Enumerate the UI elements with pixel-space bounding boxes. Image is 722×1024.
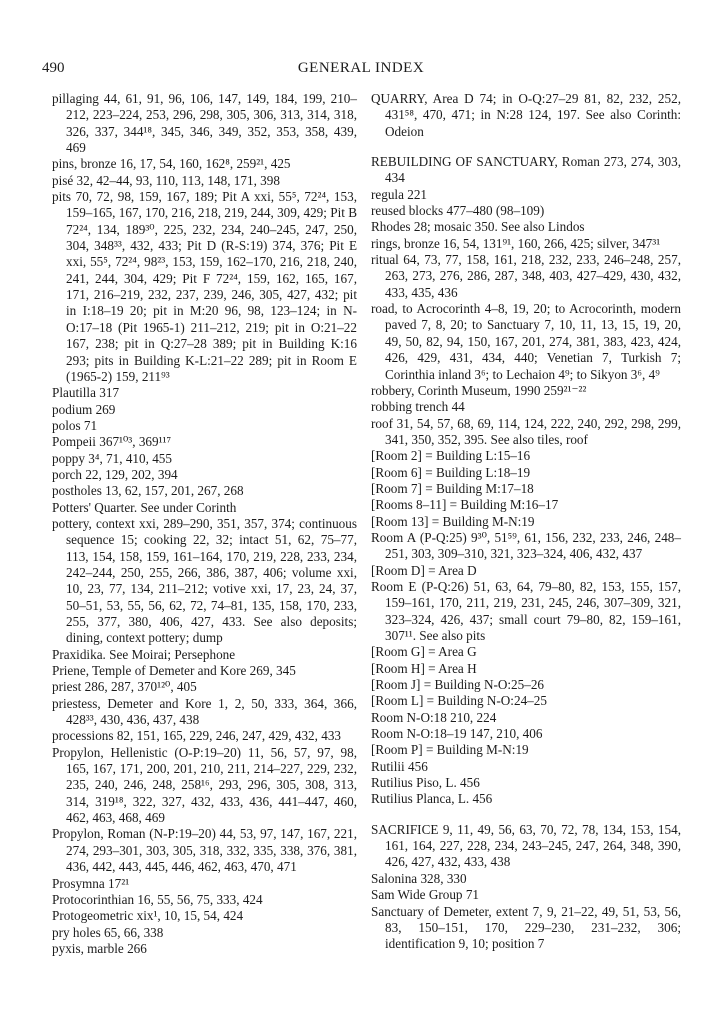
index-entry: priest 286, 287, 370¹²⁰, 405 [52,679,197,695]
index-entry: robbery, Corinth Museum, 1990 259²¹⁻²² [371,382,587,398]
section-gap [371,140,681,154]
index-entry: Room N-O:18–19 147, 210, 406 [371,726,543,742]
index-entry: QUARRY, Area D 74; in O-Q:27–29 81, 82, 232, 252, 431⁵⁸, 470, 471; in N:28 124, 197. See also Corinth: Odeion [371,91,681,139]
index-entry: [Room 6] = Building L:18–19 [371,464,531,480]
index-entry: Protocorinthian 16, 55, 56, 75, 333, 424 [52,891,263,907]
section-gap [371,808,681,822]
index-entry: Rutilius Piso, L. 456 [371,775,480,791]
index-entry: Protogeometric xix¹, 10, 15, 54, 424 [52,908,244,924]
index-entry: [Room 2] = Building L:15–16 [371,448,531,464]
index-entry: roof 31, 54, 57, 68, 69, 114, 124, 222, 240, 292, 298, 299, 341, 350, 352, 395. See also tiles, roof [371,415,681,447]
index-entry: Priene, Temple of Demeter and Kore 269, 345 [52,663,296,679]
index-entry: [Room 13] = Building M-N:19 [371,513,535,529]
index-entry: [Room G] = Area G [371,644,477,660]
index-entry: [Room P] = Building M-N:19 [371,742,529,758]
index-entry: pyxis, marble 266 [52,940,147,956]
index-entry: Sam Wide Group 71 [371,887,480,903]
index-entry: Rutilius Planca, L. 456 [371,791,493,807]
index-entry: pry holes 65, 66, 338 [52,924,164,940]
index-entry: polos 71 [52,417,98,433]
index-entry: [Room L] = Building N-O:24–25 [371,693,547,709]
index-entry: [Room D] = Area D [371,562,477,578]
index-entry: reused blocks 477–480 (98–109) [371,203,545,219]
index-entry: SACRIFICE 9, 11, 49, 56, 63, 70, 72, 78, 134, 153, 154, 161, 164, 227, 228, 234, 243–245, 247, 264, 348, 390, 426, 427, 432, 433, 438 [371,821,681,870]
index-entry: priestess, Demeter and Kore 1, 2, 50, 333, 364, 366, 428³³, 430, 436, 437, 438 [52,695,357,728]
index-entry: [Room J] = Building N-O:25–26 [371,677,545,693]
index-entry: REBUILDING OF SANCTUARY, Roman 273, 274, 303, 434 [371,154,681,186]
page-number: 490 [42,60,65,76]
index-entry: Room E (P-Q:26) 51, 63, 64, 79–80, 82, 153, 155, 157, 159–161, 170, 211, 219, 231, 245, 246, 307–309, 321, 323–324, 426, 437; small court 79–80, 82, 159–161, 307¹¹. See also pits [371,578,681,643]
index-entry: pottery, context xxi, 289–290, 351, 357, 374; continuous sequence 15; cooking 22, 32; intact 51, 62, 75–77, 113, 154, 158, 159, 161–164, 170, 219, 228, 233, 234, 242–244, 250, 255, 266, 386, 387, 406; volume xxi, 10, 23, 77, 134, 211–212; votive xxi, 17, 23, 24, 37, 50–51, 53, 55, 56, 62, 72, 74–81, 135, 158, 170, 233, 255, 377, 380, 406, 427, 433. See also deposits; dining, context pottery; dump [52,515,357,646]
index-entry: Praxidika. See Moirai; Persephone [52,646,236,662]
index-entry: Plautilla 317 [52,385,120,401]
index-entry: road, to Acrocorinth 4–8, 19, 20; to Acrocorinth, modern paved 7, 8, 20; to Sanctuary 7, 10, 11, 13, 15, 19, 20, 49, 50, 82, 94, 150, 167, 201, 274, 381, 383, 423, 424, 426, 429, 431, 434, 440; Venetian 7, Turkish 7; Corinthia inland 3⁶; to Lechaion 4⁹; to Sikyon 3⁶, 4⁹ [371,301,681,382]
index-entry: robbing trench 44 [371,399,465,415]
index-entry: processions 82, 151, 165, 229, 246, 247, 429, 432, 433 [52,728,342,744]
index-entry: porch 22, 129, 202, 394 [52,466,178,482]
index-entry: regula 221 [371,186,428,202]
index-entry: Pompeii 367¹⁰³, 369¹¹⁷ [52,434,172,450]
index-entry: Rhodes 28; mosaic 350. See also Lindos [371,219,585,235]
index-entry: podium 269 [52,401,116,417]
index-entry: poppy 3⁴, 71, 410, 455 [52,450,172,466]
running-head: GENERAL INDEX [297,60,425,76]
index-entry: postholes 13, 62, 157, 201, 267, 268 [52,483,244,499]
index-entry: pillaging 44, 61, 91, 96, 106, 147, 149, 184, 199, 210–212, 223–224, 253, 296, 298, 305, 306, 313, 314, 318, 326, 337, 344¹⁸, 345, 346, 349, 352, 353, 358, 439, 469 [52,91,357,156]
index-entry: Prosymna 17²¹ [52,875,130,891]
index-entry: Sanctuary of Demeter, extent 7, 9, 21–22, 49, 51, 53, 56, 83, 150–151, 170, 229–230, 231–232, 306; identification 9, 10; position 7 [371,903,681,952]
index-entry: Propylon, Roman (N-P:19–20) 44, 53, 97, 147, 167, 221, 274, 293–301, 303, 305, 318, 332, 335, 338, 376, 381, 436, 442, 443, 445, 446, 462, 463, 470, 471 [52,826,357,875]
index-entry: Potters' Quarter. See under Corinth [52,499,237,515]
index-entry: rings, bronze 16, 54, 131⁹¹, 160, 266, 425; silver, 347³¹ [371,235,661,251]
index-entry: [Rooms 8–11] = Building M:16–17 [371,497,559,513]
index-entry: Salonina 328, 330 [371,870,467,886]
index-entry: ritual 64, 73, 77, 158, 161, 218, 232, 233, 246–248, 257, 263, 273, 276, 286, 287, 348, 403, 427–429, 430, 432, 433, 435, 436 [371,252,681,300]
index-column-left [52,91,357,957]
index-entry: pisé 32, 42–44, 93, 110, 113, 148, 171, 398 [52,172,280,188]
index-entry: [Room H] = Area H [371,660,477,676]
index-entry: Room A (P-Q:25) 9³⁰, 51⁵⁹, 61, 156, 232, 233, 246, 248–251, 303, 309–310, 321, 323–324, 406, 432, 437 [371,529,681,562]
index-entry: pins, bronze 16, 17, 54, 160, 162⁸, 259²¹, 425 [52,156,291,172]
index-column-right [371,91,681,953]
index-entry: [Room 7] = Building M:17–18 [371,480,534,496]
index-entry: pits 70, 72, 98, 159, 167, 189; Pit A xxi, 55⁵, 72²⁴, 153, 159–165, 167, 170, 216, 218, 219, 244, 309, 429; Pit B 72²⁴, 134, 189³⁰, 225, 232, 234, 240–245, 247, 250, 304, 348³³, 432, 433; Pit D (R-S:19) 374, 376; Pit E xxi, 55⁵, 72²⁴, 98²³, 153, 159, 162–170, 216, 218, 240, 241, 244, 304, 429; Pit F 72²⁴, 159, 162, 165, 167, 171, 216–219, 232, 237, 239, 246, 305, 427, 432; pit in I:18–19 20; pit in M:20 96, 98, 123–124; in N-O:17–18 (Pit 1965-1) 211–212, 219; pit in O:21–22 167, 238; pit in Q:27–28 389; pit in Building K:16 293; pits in Building K-L:21–22 289; pit in Room E (1965-2) 159, 211⁹³ [52,189,357,384]
index-entry: Propylon, Hellenistic (O-P:19–20) 11, 56, 57, 97, 98, 165, 167, 171, 200, 201, 210, 211, 214–227, 229, 232, 235, 240, 246, 248, 258¹⁶, 293, 296, 305, 308, 313, 314, 319¹⁸, 322, 327, 432, 433, 436, 441–447, 460, 462, 463, 468, 469 [52,744,357,826]
index-entry: Rutilii 456 [371,758,428,774]
index-entry: Room N-O:18 210, 224 [371,709,497,725]
